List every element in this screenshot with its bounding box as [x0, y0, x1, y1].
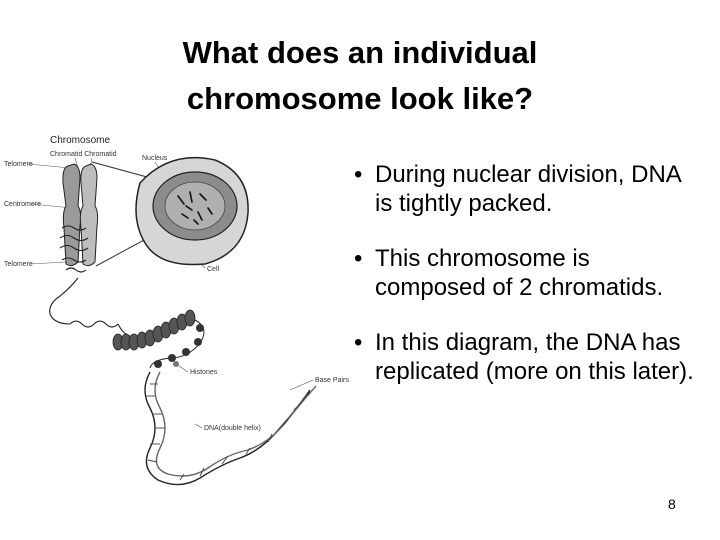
bullet-marker: •: [354, 329, 363, 356]
bullet-list: [352, 160, 702, 412]
label-cell: Cell: [207, 266, 220, 273]
bullet-item: [352, 160, 702, 218]
page-number: 8: [668, 496, 676, 512]
label-telomere-top: Telomere: [4, 161, 33, 168]
bullet-item: [352, 328, 702, 386]
bullet-marker: •: [354, 245, 363, 272]
label-histones: Histones: [190, 369, 218, 376]
label-telomere-bottom: Telomere: [4, 261, 33, 268]
bullet-text: This chromosome is composed of 2 chromatids.: [375, 245, 664, 301]
bullet-text: In this diagram, the DNA has replicated (more on this later).: [375, 329, 694, 385]
bullet-text: During nuclear division, DNA is tightly packed.: [375, 161, 681, 217]
label-chromatid: Chromatid Chromatid: [50, 151, 117, 158]
label-base-pairs: Base Pairs: [315, 377, 349, 384]
bullet-item: [352, 244, 702, 302]
label-dna-double-helix: DNA(double helix): [204, 425, 261, 432]
solenoid-coil: [113, 310, 195, 350]
label-nucleus: Nucleus: [142, 155, 168, 162]
title-line-2: chromosome look like?: [186, 81, 534, 116]
cell-illustration: [136, 158, 248, 265]
chromosome-diagram: [0, 128, 349, 528]
label-centromere: Centromere: [4, 201, 41, 208]
diagram-heading: Chromosome: [50, 135, 111, 146]
bullet-marker: •: [354, 161, 363, 188]
slide-title: [0, 30, 720, 122]
title-line-1: What does an individual: [182, 35, 538, 70]
